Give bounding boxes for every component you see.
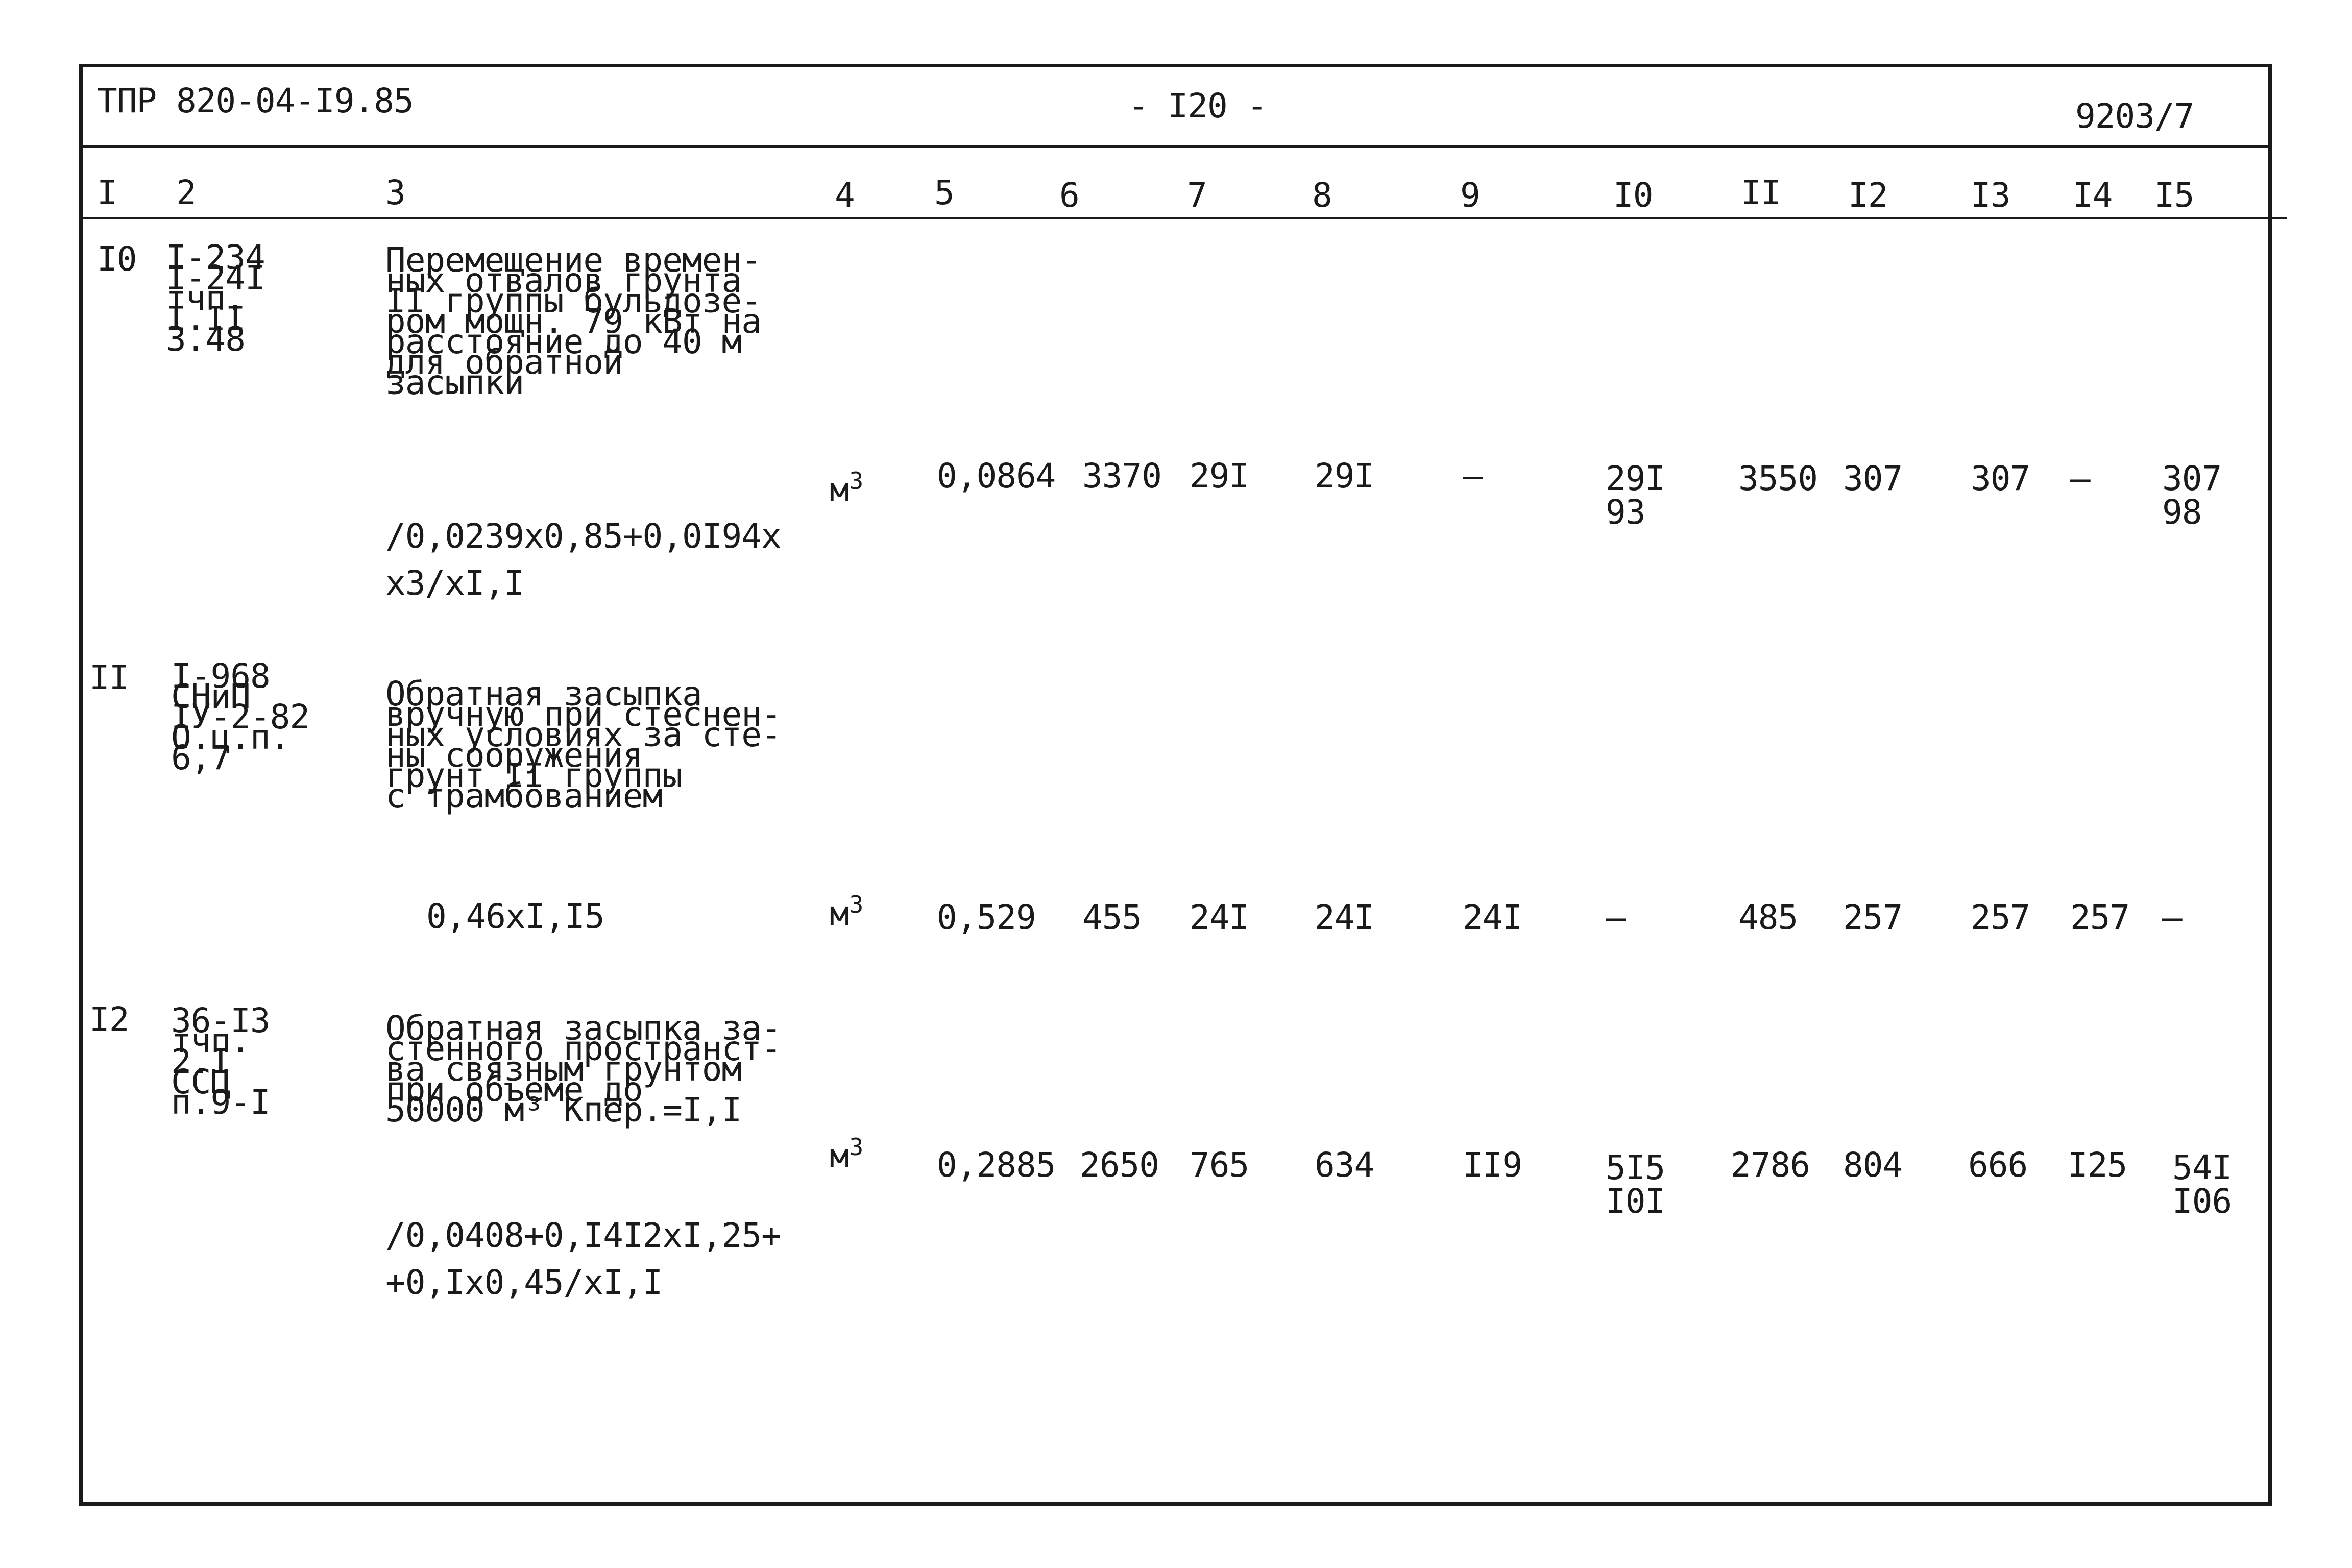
cell-col6: 2650: [1080, 1145, 1159, 1185]
column-number: I2: [1848, 176, 1888, 215]
row-formula: /0,0408+0,I4I2хI,25+ +0,Iх0,45/хI,I: [385, 1216, 781, 1302]
cell-col13: 666: [1968, 1145, 2028, 1185]
page-number: - I20 -: [1128, 86, 1267, 126]
cell-col5: 0,529: [937, 898, 1036, 937]
row-reference: 36-I3 тчп. 2.I ССЦ п.9-I: [171, 1001, 270, 1122]
column-number: I5: [2154, 176, 2194, 215]
row-number: I0: [97, 239, 137, 279]
cell-col15: 307 98: [2162, 459, 2222, 532]
row-formula: /0,0239х0,85+0,0I94х х3/хI,I: [385, 517, 781, 603]
cell-col9: II9: [1463, 1145, 1522, 1185]
column-number: I4: [2073, 176, 2113, 215]
column-number: 6: [1059, 176, 1079, 215]
column-number: 7: [1187, 176, 1207, 215]
cell-col9: 24I: [1463, 898, 1522, 937]
cell-col13: 307: [1971, 459, 2030, 498]
header-divider: [82, 145, 2272, 148]
column-number: 4: [835, 176, 855, 215]
cell-col12: 804: [1843, 1145, 1903, 1185]
cell-col12: 257: [1843, 898, 1903, 937]
cell-col9: –: [1463, 456, 1483, 496]
row-description: Перемещение времен- ных отвалов грунта II группы бульдозе- ром мощн. 79 кВт на расстояние до 40 м для обратной засыпки: [385, 240, 761, 402]
cell-col8: 29I: [1315, 456, 1374, 496]
column-number: 9: [1460, 176, 1480, 215]
row-reference: I-234 I-24I тчп. I.II 3.48: [166, 238, 265, 359]
column-number: 2: [176, 173, 196, 212]
cell-col6: 3370: [1082, 456, 1161, 496]
cell-col8: 24I: [1315, 898, 1374, 937]
cell-col7: 765: [1190, 1145, 1249, 1185]
row-description: Обратная засыпка за- стенного пространст- ва связным грунтом при объеме до 50000 м³ Кпер.=I,I: [385, 1009, 781, 1130]
cell-col5: 0,2885: [937, 1145, 1056, 1185]
cell-col14: –: [2070, 459, 2090, 498]
row-description: Обратная засыпка вручную при стеснен- ных условиях за сте- ны сооружения грунт II группы с трамбованием: [385, 674, 781, 816]
cell-col10: –: [1606, 898, 1626, 937]
column-numbers-underline: [82, 217, 2287, 219]
row-unit: $м^3$: [830, 891, 864, 933]
cell-col6: 455: [1082, 898, 1142, 937]
cell-col15: –: [2162, 898, 2182, 937]
row-number: I2: [89, 1000, 129, 1039]
cell-col11: 2786: [1731, 1145, 1810, 1185]
row-formula: 0,46хI,I5: [426, 897, 604, 936]
row-number: II: [89, 658, 129, 697]
cell-col13: 257: [1971, 898, 2030, 937]
column-number: 5: [934, 173, 954, 212]
column-number: 8: [1312, 176, 1332, 215]
cell-col12: 307: [1843, 459, 1903, 498]
cell-col10: 5I5 I0I: [1606, 1148, 1665, 1221]
row-unit: $м^3$: [830, 467, 864, 509]
cell-col11: 3550: [1738, 459, 1817, 498]
doc-code: ТПР 820-04-I9.85: [97, 81, 414, 120]
sheet-ref: 9203/7: [2075, 96, 2194, 136]
row-reference: I-968 СНиП IУ-2-82 О.ц.п. 6,7: [171, 656, 310, 777]
cell-col14: I25: [2068, 1145, 2127, 1185]
column-number: I: [97, 173, 117, 212]
cell-col11: 485: [1738, 898, 1798, 937]
column-number: I3: [1971, 176, 2010, 215]
column-number: I0: [1613, 176, 1653, 215]
cell-col7: 29I: [1190, 456, 1249, 496]
cell-col10: 29I 93: [1606, 459, 1665, 532]
cell-col15: 54I I06: [2172, 1148, 2232, 1221]
cell-col7: 24I: [1190, 898, 1249, 937]
cell-col8: 634: [1315, 1145, 1374, 1185]
row-unit: $м^3$: [830, 1133, 864, 1175]
cell-col5: 0,0864: [937, 456, 1056, 496]
cell-col14: 257: [2070, 898, 2130, 937]
column-number: II: [1741, 173, 1781, 212]
column-number: 3: [385, 173, 405, 212]
